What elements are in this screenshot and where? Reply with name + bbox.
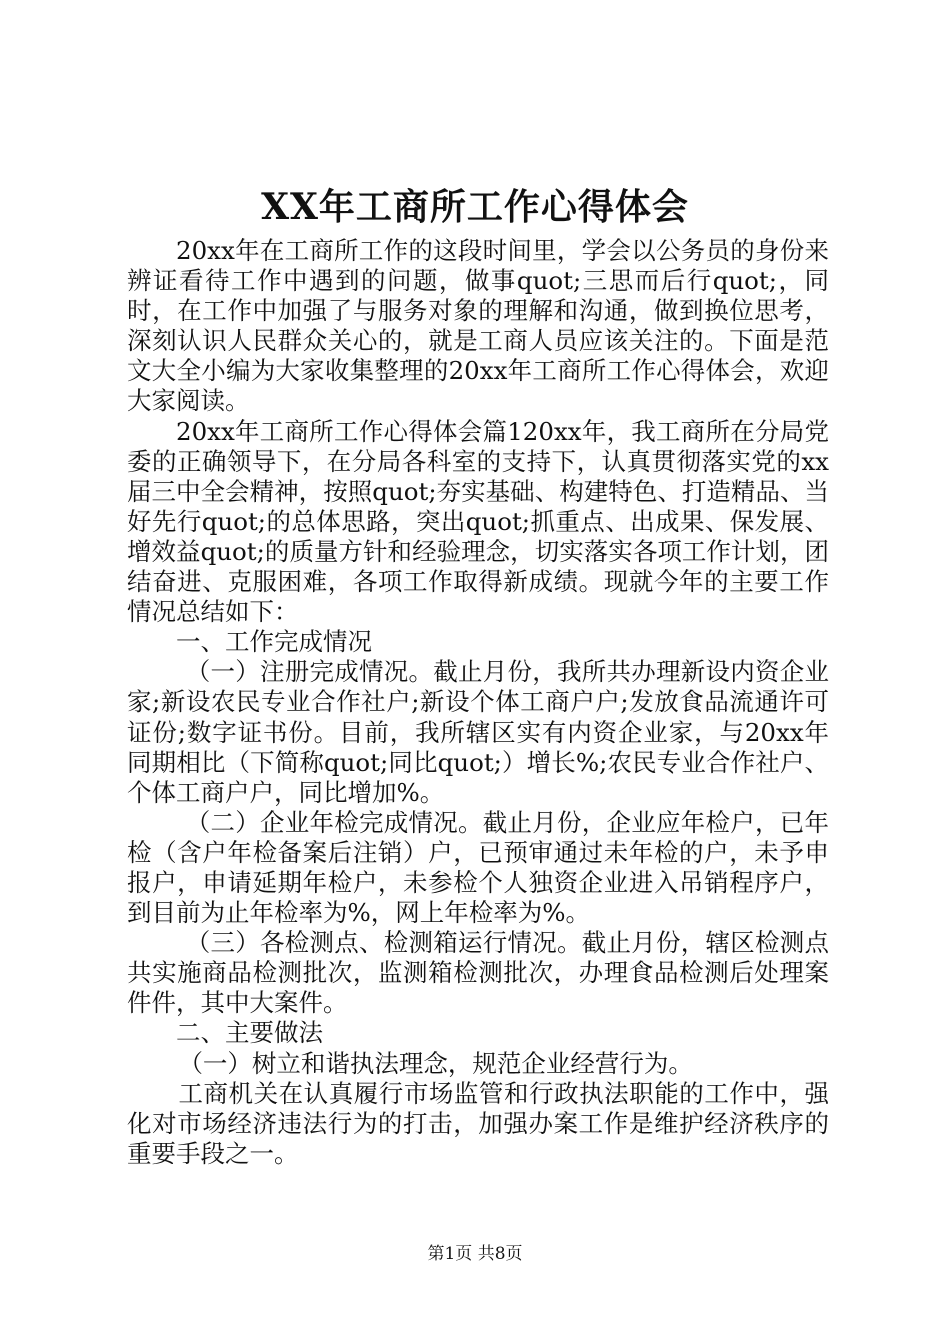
- paragraph-article-1: 20xx年工商所工作心得体会篇120xx年，我工商所在分局党委的正确领导下，在分局各科室的支持下，认真贯彻落实党的xx届三中全会精神，按照quot;夯实基础、构建特色、打造精品、当好先行quot;的总体思路，突出quot;抓重点、出成果、保发展、增效益quot;的质量方针和经验理念，切实落实各项工作计划，团结奋进、克服困难，各项工作取得新成绩。现就今年的主要工作情况总结如下：: [127, 416, 829, 627]
- paragraph-testing-points: （三）各检测点、检测箱运行情况。截止月份，辖区检测点共实施商品检测批次，监测箱检测批次，办理食品检测后处理案件件，其中大案件。: [127, 928, 829, 1018]
- paragraph-annual-inspection: （二）企业年检完成情况。截止月份，企业应年检户，已年检（含户年检备案后注销）户，已预审通过未年检的户，未予申报户，申请延期年检户，未参检个人独资企业进入吊销程序户，到目前为止年检率为%，网上年检率为%。: [127, 807, 829, 928]
- page-footer: 第1页 共8页: [427, 1244, 523, 1264]
- heading-section-2: 二、主要做法: [176, 1018, 323, 1048]
- document-body: [127, 236, 829, 1169]
- document-title: XX年工商所工作心得体会: [261, 186, 689, 228]
- heading-section-1: 一、工作完成情况: [176, 627, 372, 657]
- subheading-practice-1: （一）树立和谐执法理念，规范企业经营行为。: [178, 1048, 693, 1078]
- paragraph-enforcement: 工商机关在认真履行市场监管和行政执法职能的工作中，强化对市场经济违法行为的打击，加强办案工作是维护经济秩序的重要手段之一。: [127, 1078, 829, 1168]
- paragraph-intro: 20xx年在工商所工作的这段时间里，学会以公务员的身份来辨证看待工作中遇到的问题，做事quot;三思而后行quot;，同时，在工作中加强了与服务对象的理解和沟通，做到换位思考，深刻认识人民群众关心的，就是工商人员应该关注的。下面是范文大全小编为大家收集整理的20xx年工商所工作心得体会，欢迎大家阅读。: [127, 236, 829, 416]
- paragraph-registration: （一）注册完成情况。截止月份，我所共办理新设内资企业家;新设农民专业合作社户;新设个体工商户户;发放食品流通许可证份;数字证书份。目前，我所辖区实有内资企业家，与20xx年同期相比（下简称quot;同比quot;）增长%;农民专业合作社户、个体工商户户，同比增加%。: [127, 657, 829, 807]
